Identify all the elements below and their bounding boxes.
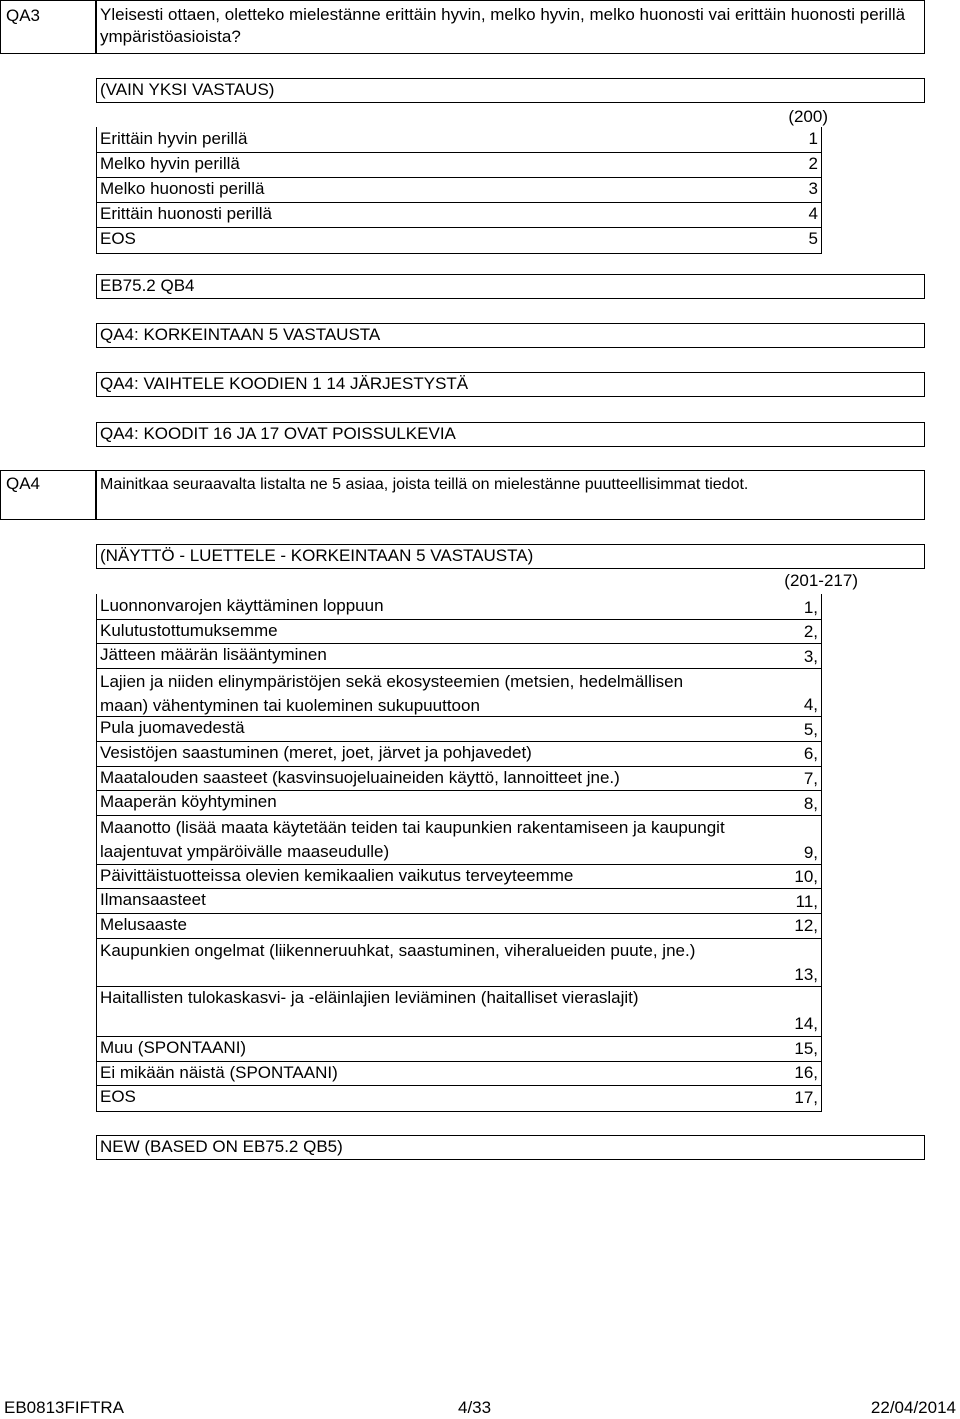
qa3-column-code: (200) <box>788 107 828 126</box>
qa3-option-1: Erittäin hyvin perillä <box>100 129 248 148</box>
qa4-row-line <box>96 888 822 889</box>
qa4-option-2: Kulutustottumuksemme <box>100 621 278 640</box>
footer-page-number: 4/33 <box>458 1398 492 1417</box>
qa4-option-12: Melusaaste <box>100 915 187 934</box>
qa4-option-6: Vesistöjen saastuminen (meret, joet, järvet ja pohjavedet) <box>100 743 532 762</box>
qa4-option-code-6: 6, <box>803 744 818 763</box>
qa4-option-4: Lajien ja niiden elinympäristöjen sekä ekosysteemien (metsien, hedelmällisen maan) vähentyminen tai kuoleminen sukupuuttoon <box>100 672 684 715</box>
qa4-row-line <box>96 815 822 816</box>
note-1: QA4: KORKEINTAAN 5 VASTAUSTA <box>100 325 381 344</box>
qa3-option-4: Erittäin huonosti perillä <box>100 204 272 223</box>
qa4-option-code-8: 8, <box>803 794 818 813</box>
qa3-option-code-4: 4 <box>808 204 818 223</box>
qa4-option-code-11: 11, <box>795 892 818 911</box>
qa3-option-2: Melko hyvin perillä <box>100 154 240 173</box>
qa4-row-line <box>96 741 822 742</box>
footer-doc-id: EB0813FIFTRA <box>4 1398 124 1417</box>
qa4-option-code-17: 17, <box>794 1088 818 1107</box>
qa4-option-code-9: 9, <box>803 843 818 862</box>
qa4-option-5: Pula juomavedestä <box>100 718 245 737</box>
qa4-code: QA4 <box>6 474 41 493</box>
qa4-option-7: Maatalouden saasteet (kasvinsuojeluaineiden käyttö, lannoitteet jne.) <box>100 768 620 787</box>
qa4-option-16: Ei mikään näistä (SPONTAANI) <box>100 1063 338 1082</box>
qa4-row-line <box>96 986 822 987</box>
qa4-instruction: (NÄYTTÖ - LUETTELE - KORKEINTAAN 5 VASTAUSTA) <box>100 546 534 565</box>
qa3-option-code-5: 5 <box>808 229 818 248</box>
qa4-option-17: EOS <box>100 1087 136 1106</box>
qa4-row-line <box>96 913 822 914</box>
qa4-option-code-16: 16, <box>794 1063 818 1082</box>
qa4-option-code-15: 15, <box>794 1039 818 1058</box>
qa4-row-line <box>96 619 822 620</box>
qa3-row-line <box>96 152 822 153</box>
qa4-row-line <box>96 864 822 865</box>
qa4-row-line <box>96 668 822 669</box>
qa4-question: Mainitkaa seuraavalta listalta ne 5 asiaa, joista teillä on mielestänne puutteellisimmat tiedot. <box>100 476 749 493</box>
qa4-row-line <box>96 716 822 717</box>
qa4-option-1: Luonnonvarojen käyttäminen loppuun <box>100 596 384 615</box>
qa3-source-box <box>96 274 925 299</box>
qa3-row-line <box>96 202 822 203</box>
qa3-option-code-2: 2 <box>808 154 818 173</box>
qa4-option-code-13: 13, <box>794 965 818 984</box>
note-2: QA4: VAIHTELE KOODIEN 1 14 JÄRJESTYSTÄ <box>100 374 469 393</box>
qa3-question: Yleisesti ottaen, oletteko mielestänne erittäin hyvin, melko hyvin, melko huonosti vai erittäin huonosti perillä ympäristöasioista? <box>100 5 906 46</box>
qa4-option-3: Jätteen määrän lisääntyminen <box>100 645 327 664</box>
qa4-option-code-7: 7, <box>803 769 818 788</box>
qa4-row-line <box>96 790 822 791</box>
qa4-source: NEW (BASED ON EB75.2 QB5) <box>100 1137 343 1156</box>
qa3-code: QA3 <box>6 6 41 25</box>
qa4-option-code-3: 3, <box>803 647 818 666</box>
qa3-option-3: Melko huonosti perillä <box>100 179 265 198</box>
qa4-option-11: Ilmansaasteet <box>100 890 206 909</box>
qa4-option-code-10: 10, <box>794 867 818 886</box>
qa4-option-code-5: 5, <box>803 720 818 739</box>
qa3-option-5: EOS <box>100 229 136 248</box>
qa4-option-9: Maanotto (lisää maata käytetään teiden tai kaupunkien rakentamiseen ja kaupungit laajentuvat ympäröivälle maaseudulle) <box>100 818 725 861</box>
note-3: QA4: KOODIT 16 JA 17 OVAT POISSULKEVIA <box>100 424 456 443</box>
qa4-row-line <box>96 766 822 767</box>
qa3-instruction: (VAIN YKSI VASTAUS) <box>100 80 275 99</box>
qa4-row-line <box>96 1085 822 1086</box>
qa3-source: EB75.2 QB4 <box>100 276 195 295</box>
qa4-row-line <box>96 1061 822 1062</box>
qa4-option-code-4: 4, <box>803 695 818 714</box>
qa4-row-line <box>96 1036 822 1037</box>
qa4-row-line <box>96 938 822 939</box>
qa4-row-line <box>96 643 822 644</box>
qa4-column-code: (201-217) <box>784 571 858 590</box>
qa4-option-15: Muu (SPONTAANI) <box>100 1038 247 1057</box>
qa4-option-code-1: 1, <box>803 598 818 617</box>
qa3-row-line <box>96 177 822 178</box>
qa4-option-code-14: 14, <box>794 1014 818 1033</box>
qa4-option-code-2: 2, <box>803 622 818 641</box>
qa4-option-8: Maaperän köyhtyminen <box>100 792 277 811</box>
qa4-option-10: Päivittäistuotteissa olevien kemikaalien vaikutus terveyteemme <box>100 866 574 885</box>
qa4-option-14: Haitallisten tulokaskasvi- ja -eläinlajien leviäminen (haitalliset vieraslajit) <box>100 988 639 1007</box>
qa3-row-line <box>96 227 822 228</box>
qa3-option-code-1: 1 <box>808 129 818 148</box>
qa3-option-code-3: 3 <box>808 179 818 198</box>
qa4-option-13: Kaupunkien ongelmat (liikenneruuhkat, saastuminen, viheralueiden puute, jne.) <box>100 941 696 960</box>
footer-date: 22/04/2014 <box>870 1398 956 1417</box>
qa4-option-code-12: 12, <box>794 916 818 935</box>
